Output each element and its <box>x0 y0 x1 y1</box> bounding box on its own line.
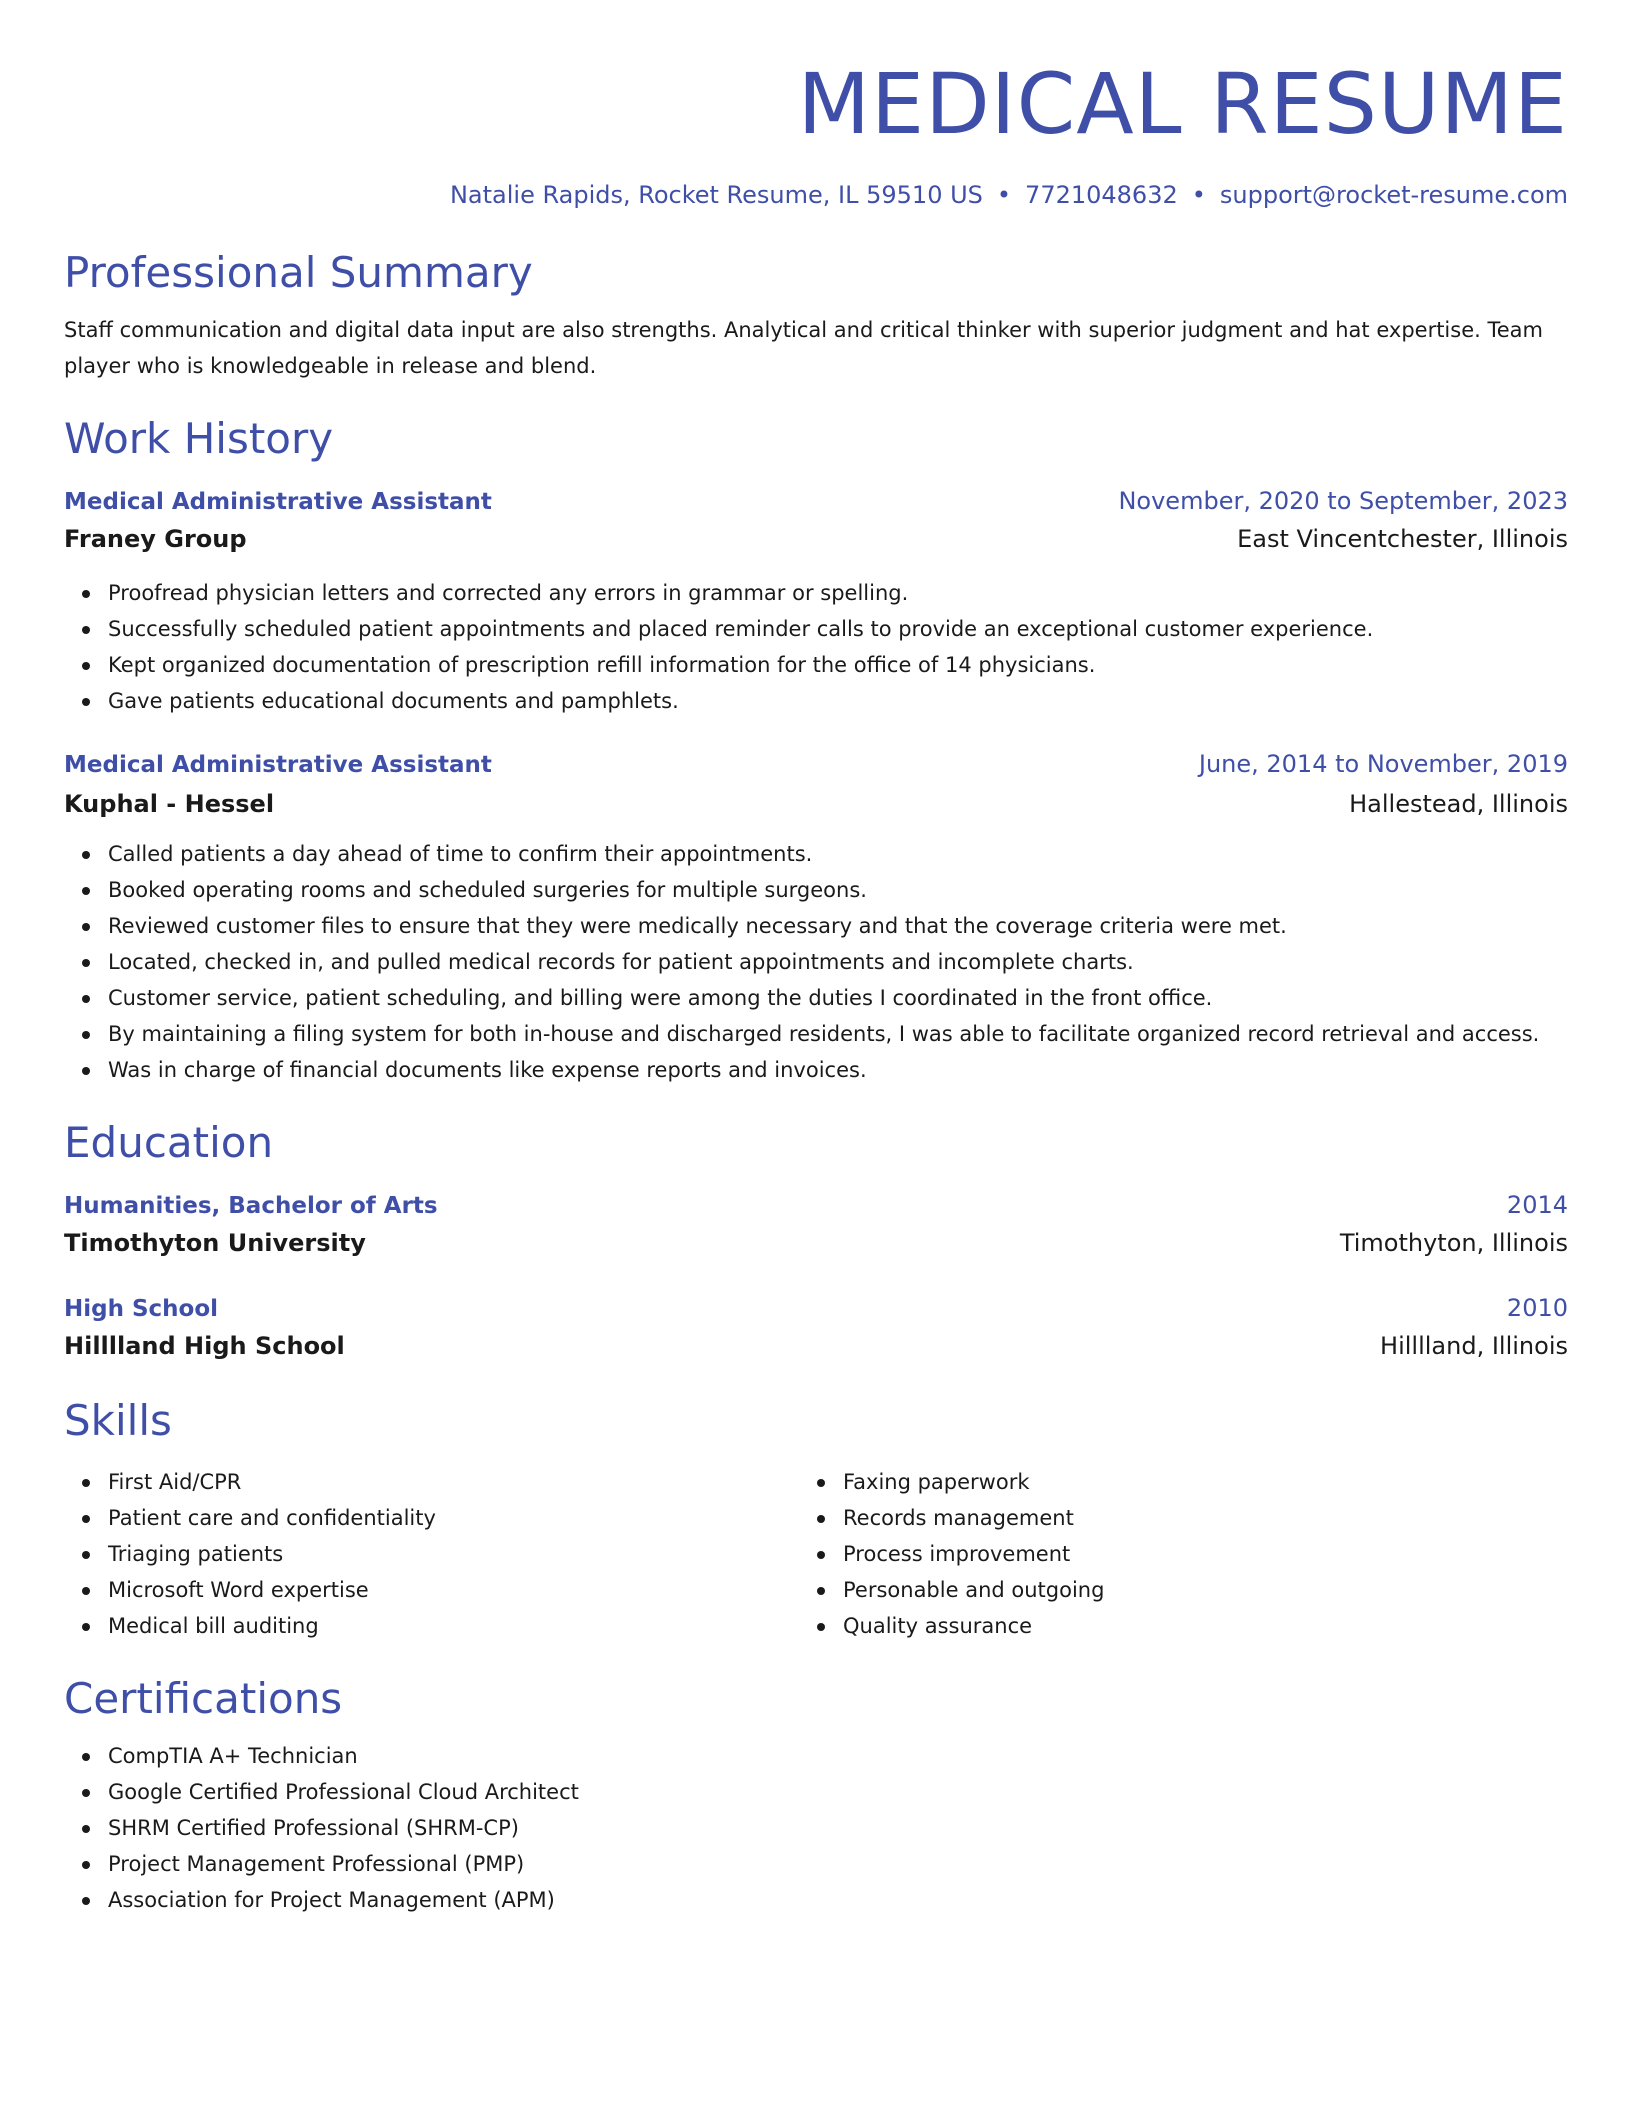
job-header-row <box>64 486 1568 517</box>
job-location: East Vincentchester, Illinois <box>1237 525 1568 553</box>
certification-item: Project Management Professional (PMP) <box>108 1846 1568 1882</box>
skills-list <box>64 1464 799 1644</box>
certification-item: SHRM Certified Professional (SHRM-CP) <box>108 1810 1568 1846</box>
job-bullet: Was in charge of financial documents like expense reports and invoices. <box>108 1052 1568 1088</box>
skill-item: Faxing paperwork <box>843 1464 1534 1500</box>
job-bullet: Booked operating rooms and scheduled surgeries for multiple surgeons. <box>108 872 1568 908</box>
skill-item: Personable and outgoing <box>843 1572 1534 1608</box>
education-header-row <box>64 1293 1568 1324</box>
job-title: Medical Administrative Assistant <box>64 489 492 515</box>
contact-separator: • <box>1191 181 1206 209</box>
contact-address: Natalie Rapids, Rocket Resume, IL 59510 US <box>449 181 983 209</box>
skills-heading: Skills <box>64 1396 172 1445</box>
job-bullet: By maintaining a filing system for both in-house and discharged residents, I was able to facilitate organized record retrieval and access. <box>108 1016 1568 1052</box>
job-bullets <box>64 575 1568 719</box>
education-header-row <box>64 1190 1568 1221</box>
skill-item: First Aid/CPR <box>108 1464 799 1500</box>
job-bullet: Reviewed customer files to ensure that they were medically necessary and that the coverage criteria were met. <box>108 908 1568 944</box>
skills-list <box>799 1464 1534 1644</box>
skills-column-right <box>799 1464 1534 1644</box>
job-bullet: Kept organized documentation of prescription refill information for the office of 14 physicians. <box>108 647 1568 683</box>
job-bullet: Called patients a day ahead of time to confirm their appointments. <box>108 836 1568 872</box>
job-company: Kuphal - Hessel <box>64 790 275 818</box>
education-year: 2014 <box>1506 1191 1568 1219</box>
skill-item: Patient care and confidentiality <box>108 1500 799 1536</box>
contact-separator: • <box>996 181 1012 209</box>
skill-item: Process improvement <box>843 1536 1534 1572</box>
skill-item: Microsoft Word expertise <box>108 1572 799 1608</box>
job-dates: November, 2020 to September, 2023 <box>1118 487 1568 515</box>
certifications-list <box>64 1738 1568 1918</box>
job-location: Hallestead, Illinois <box>1349 790 1568 818</box>
education-entry <box>64 1190 1568 1259</box>
education-school: Hilllland High School <box>64 1332 345 1360</box>
certification-item: CompTIA A+ Technician <box>108 1738 1568 1774</box>
job-company: Franey Group <box>64 525 247 553</box>
job-entry <box>64 749 1568 1088</box>
education-heading: Education <box>64 1118 274 1167</box>
job-bullet: Successfully scheduled patient appointments and placed reminder calls to provide an exceptional customer experience. <box>108 611 1568 647</box>
job-bullet: Gave patients educational documents and pamphlets. <box>108 683 1568 719</box>
job-bullet: Proofread physician letters and corrected any errors in grammar or spelling. <box>108 575 1568 611</box>
education-school-row <box>64 1227 1568 1259</box>
education-degree: Humanities, Bachelor of Arts <box>64 1193 438 1219</box>
contact-email: support@rocket-resume.com <box>1219 181 1568 209</box>
work-history-heading: Work History <box>64 414 334 463</box>
education-location: Timothyton, Illinois <box>1339 1229 1568 1257</box>
skill-item: Triaging patients <box>108 1536 799 1572</box>
education-location: Hilllland, Illinois <box>1380 1332 1568 1360</box>
certification-item: Association for Project Management (APM) <box>108 1882 1568 1918</box>
skill-item: Quality assurance <box>843 1608 1534 1644</box>
job-company-row <box>64 523 1568 555</box>
education-entry <box>64 1293 1568 1362</box>
certification-item: Google Certified Professional Cloud Architect <box>108 1774 1568 1810</box>
job-title: Medical Administrative Assistant <box>64 752 492 778</box>
skills-grid <box>64 1464 1568 1644</box>
education-year: 2010 <box>1506 1294 1568 1322</box>
summary-text: Staff communication and digital data input are also strengths. Analytical and critical thinker with superior judgment and hat expertise. Team player who is knowledgeable in release and blend. <box>64 318 1543 378</box>
job-dates: June, 2014 to November, 2019 <box>1198 750 1568 778</box>
certifications-heading: Certifications <box>64 1674 343 1723</box>
job-bullets <box>64 836 1568 1088</box>
education-degree: High School <box>64 1296 219 1322</box>
job-entry <box>64 486 1568 719</box>
contact-line <box>64 180 1568 210</box>
resume-title: MEDICAL RESUME <box>797 55 1568 153</box>
skills-column-left <box>64 1464 799 1644</box>
contact-phone: 7721048632 <box>1025 181 1178 209</box>
education-school: Timothyton University <box>64 1229 366 1257</box>
job-bullet: Located, checked in, and pulled medical records for patient appointments and incomplete charts. <box>108 944 1568 980</box>
skill-item: Records management <box>843 1500 1534 1536</box>
summary-heading: Professional Summary <box>64 248 533 297</box>
job-company-row <box>64 788 1568 820</box>
job-bullet: Customer service, patient scheduling, and billing were among the duties I coordinated in the front office. <box>108 980 1568 1016</box>
skill-item: Medical bill auditing <box>108 1608 799 1644</box>
education-school-row <box>64 1330 1568 1362</box>
job-header-row <box>64 749 1568 780</box>
